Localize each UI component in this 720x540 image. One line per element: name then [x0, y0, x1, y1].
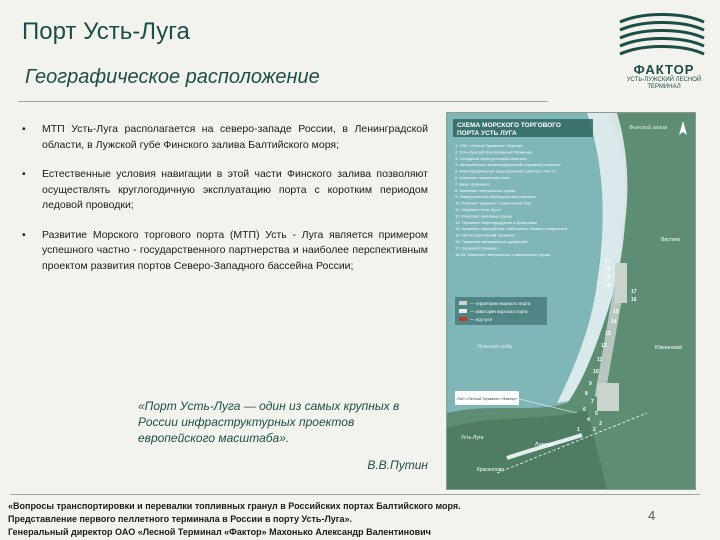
section-subtitle: Географическое расположение — [25, 66, 320, 88]
page-number: 4 — [648, 508, 656, 523]
port-zone-north — [615, 263, 627, 303]
page-title: Порт Усть-Луга — [22, 18, 190, 45]
port-number: 15 — [613, 309, 619, 315]
bullet-text: Естественные условия навигации в этой части Финского залива позволяют осуществлять круглогодичную эксплуатацию порта с коротким периодом ледовой проводки; — [42, 168, 428, 211]
map-legend-item: 6. Комплекс сжиженного газа — [455, 175, 510, 180]
port-number: 20 — [605, 267, 611, 273]
footer-line: Генеральный директор ОАО «Лесной Терминал «Фактор» Махонько Александр Валентинович — [8, 527, 431, 537]
map-legend-item: 1. ОАС «Лесной Терминал «Фактор» — [455, 143, 524, 148]
bullet-item — [18, 228, 428, 275]
map-key-swatch — [459, 317, 467, 321]
port-number: 8 — [585, 391, 588, 397]
place-label: Усть-Луга — [461, 435, 484, 441]
map-legend-item: 14. Комплекс переработки стабильного газового конденсата — [455, 226, 568, 232]
terminal-callout-label: ОАС «Лесной Терминал «Фактор» — [457, 397, 518, 401]
map-legend-item: 13. Терминал нефтепродуктов и бункеровки — [455, 219, 538, 225]
port-map-graphic — [447, 113, 695, 489]
map-legend-item: 8. Комплекс генеральных грузов — [455, 187, 516, 193]
port-number: 18 — [605, 283, 611, 289]
quote-author: В.В.Путин — [367, 458, 428, 472]
map-legend-item: 12. Комплекс наливных грузов — [455, 213, 512, 219]
logo-subtitle: УСТЬ-ЛУЖСКИЙ ЛЕСНОЙ ТЕРМИНАЛ — [626, 77, 702, 90]
map-legend-item: 11. Морбаза «Усть-Луга» — [455, 207, 501, 212]
bullet-item — [18, 122, 428, 153]
map-legend-item: 17. Зерновой терминал — [455, 245, 499, 251]
map-key-label: — территория морского порта — [470, 301, 531, 306]
bullet-item — [18, 167, 428, 214]
footer-line: Представление первого пеллетного терминала в России в порту Усть-Луга». — [8, 514, 353, 524]
map-legend-item: 16. Терминал минеральных удобрений — [455, 239, 528, 244]
bullet-dot-icon: • — [22, 228, 26, 241]
map-legend-item: 10. Рыбный терминал / технический порт — [455, 200, 532, 206]
map-title-line1: СХЕМА МОРСКОГО ТОРГОВОГО — [457, 122, 561, 129]
footer-line: «Вопросы транспортировки и перевалки топливных гранул в Российских портах Балтийского моря. — [8, 501, 461, 511]
map-legend-item: 3. Складской перегрузочный комплекс — [455, 155, 527, 161]
bullet-text: МТП Усть-Луга располагается на северо-западе России, в Ленинградской области, в Лужской губе Финского залива Балтийского моря; — [42, 123, 428, 151]
logo-name: ФАКТОР — [633, 62, 695, 77]
map-legend-item: 15. Металлургический терминал — [455, 232, 516, 238]
map-title-line2: ПОРТА УСТЬ ЛУГА — [457, 130, 517, 137]
port-number: 10 — [593, 369, 599, 375]
port-number: 16 — [631, 297, 637, 303]
footer-divider — [10, 494, 700, 495]
port-number: 13 — [605, 331, 611, 337]
port-number: 6 — [583, 407, 586, 413]
port-number: 4 — [587, 417, 590, 423]
port-number: 7 — [591, 399, 594, 405]
map-bay-label: Лужская губа — [477, 344, 512, 350]
place-label: Вистино — [661, 237, 681, 243]
map-legend-item: 2. Усть-Лужский Контейнерный Терминал — [455, 149, 533, 155]
place-label: Южнинский — [655, 345, 682, 351]
map-key-swatch — [459, 309, 467, 313]
footer — [8, 500, 608, 539]
map-legend-item: 18-23. Комплекс генеральных и навалочных грузов — [455, 251, 551, 257]
port-number: 17 — [631, 289, 637, 295]
port-number: 19 — [605, 275, 611, 281]
map-key-swatch — [459, 301, 467, 305]
place-label: Красколово — [477, 467, 505, 473]
port-number: 2 — [593, 427, 596, 433]
port-zone-south — [597, 383, 619, 411]
bullet-list — [18, 122, 428, 288]
port-number: 3 — [599, 421, 602, 427]
logo-mark-icon — [620, 15, 704, 55]
map-key-label: — акватория морского порта — [470, 309, 528, 314]
header-divider — [18, 101, 548, 102]
place-label: Лужицы — [535, 442, 554, 448]
port-number: 9 — [589, 381, 592, 387]
port-number: 14 — [611, 319, 617, 325]
bullet-text: Развитие Морского торгового порта (МТП) Усть - Луга является примером успешного частно - государственного партнерства и наиболее перспективным проектом развития портов Северо-Западного бассейна России; — [42, 228, 428, 272]
map-legend-item: 5. Многопрофильный перегрузочный комплекс «Юг-2» — [455, 168, 557, 174]
port-map — [446, 112, 696, 490]
bullet-dot-icon: • — [22, 123, 26, 135]
quote-text: «Порт Усть-Луга — один из самых крупных в России инфраструктурных проектов европейского масштаба». — [138, 399, 400, 445]
map-gulf-label: Финский залив — [629, 125, 667, 131]
port-number: 12 — [601, 343, 607, 349]
map-legend-item: 4. Автомобильно-железнодорожный паромный комплекс — [455, 162, 561, 168]
port-number: 5 — [595, 411, 598, 417]
port-number: 1 — [577, 427, 580, 433]
port-number: 21 — [605, 259, 611, 265]
map-legend-item: 9. Универсальный перегрузочный комплекс — [455, 194, 537, 200]
map-legend-item: 7. База терминала — [455, 181, 490, 187]
port-number: 11 — [597, 357, 603, 363]
map-key-label: — ж/д пути — [470, 317, 493, 322]
bullet-dot-icon: • — [22, 168, 26, 180]
